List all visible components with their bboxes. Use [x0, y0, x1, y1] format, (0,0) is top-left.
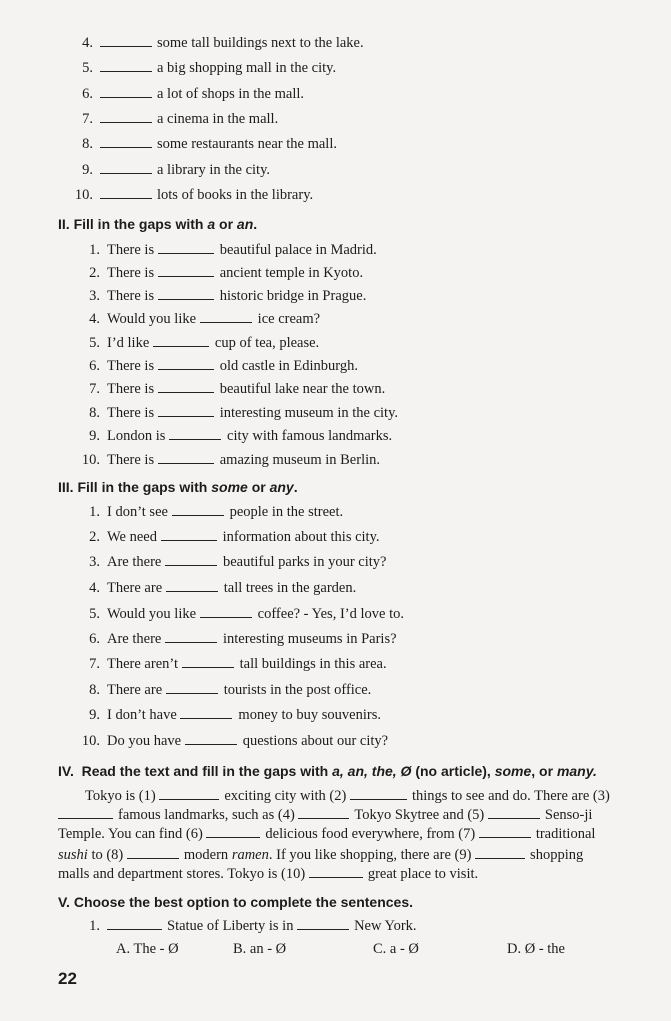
option-d[interactable]: D. Ø - the: [507, 941, 565, 957]
list-item: 10. Do you have questions about our city?: [81, 733, 389, 749]
option-b[interactable]: B. an - Ø: [233, 941, 287, 957]
question-1: 1. Statue of Liberty is in New York.: [89, 918, 417, 934]
section-5-heading: V. Choose the best option to complete the sentences.: [58, 894, 414, 910]
blank[interactable]: [158, 451, 214, 464]
section-3-heading: III. Fill in the gaps with some or any.: [58, 479, 298, 495]
page-number: 22: [58, 969, 77, 988]
list-item: 7. There is beautiful lake near the town.: [89, 381, 386, 397]
blank-7[interactable]: [479, 825, 531, 838]
list-item: 10. lots of books in the library.: [74, 187, 314, 203]
blank[interactable]: [169, 427, 221, 440]
passage-line: malls and department stores. Tokyo is (10) great place to visit.: [58, 866, 479, 882]
list-item: 6. a lot of shops in the mall.: [82, 86, 304, 102]
blank[interactable]: [158, 404, 214, 417]
blank[interactable]: [185, 732, 237, 745]
list-item: 7. There aren’t tall buildings in this area.: [89, 656, 387, 672]
blank[interactable]: [100, 59, 152, 72]
list-item: 1. I don’t see people in the street.: [89, 504, 344, 520]
blank[interactable]: [200, 605, 252, 618]
list-item: 8. There are tourists in the post office.: [89, 682, 372, 698]
blank[interactable]: [161, 528, 217, 541]
list-item: 4. There are tall trees in the garden.: [89, 580, 357, 596]
blank-4[interactable]: [298, 806, 349, 819]
list-item: 2. There is ancient temple in Kyoto.: [89, 265, 364, 281]
blank[interactable]: [172, 503, 224, 516]
list-item: 9. I don’t have money to buy souvenirs.: [89, 707, 381, 723]
list-item: 1. There is beautiful palace in Madrid.: [89, 242, 377, 258]
blank[interactable]: [158, 241, 214, 254]
passage-line: famous landmarks, such as (4) Tokyo Skytree and (5) Senso-ji: [58, 805, 671, 825]
blank[interactable]: [158, 264, 214, 277]
passage-line: Temple. You can find (6) delicious food everywhere, from (7) traditional: [58, 826, 596, 842]
blank-5[interactable]: [488, 806, 540, 819]
blank[interactable]: [158, 287, 214, 300]
blank[interactable]: [297, 917, 349, 930]
list-item: 6. There is old castle in Edinburgh.: [89, 358, 359, 374]
list-item: 9. a library in the city.: [82, 162, 271, 178]
blank[interactable]: [100, 186, 152, 199]
list-item: 9. London is city with famous landmarks.: [89, 428, 393, 444]
option-c[interactable]: C. a - Ø: [373, 941, 419, 957]
list-item: 6. Are there interesting museums in Paris?: [89, 631, 397, 647]
blank[interactable]: [158, 357, 214, 370]
blank[interactable]: [158, 380, 214, 393]
blank-1[interactable]: [159, 787, 219, 800]
blank-3[interactable]: [58, 806, 113, 819]
blank[interactable]: [200, 310, 252, 323]
list-item: 5. Would you like coffee? - Yes, I’d love to.: [89, 606, 404, 622]
list-item: 10. There is amazing museum in Berlin.: [81, 452, 381, 468]
blank[interactable]: [107, 917, 162, 930]
blank[interactable]: [100, 85, 152, 98]
blank-9[interactable]: [475, 846, 525, 859]
list-item: 8. some restaurants near the mall.: [82, 136, 337, 152]
list-item: 5. a big shopping mall in the city.: [82, 60, 337, 76]
blank[interactable]: [100, 110, 152, 123]
blank[interactable]: [100, 161, 152, 174]
option-a[interactable]: A. The - Ø: [116, 941, 179, 957]
blank[interactable]: [166, 681, 218, 694]
blank[interactable]: [165, 630, 217, 643]
blank[interactable]: [153, 334, 209, 347]
section-4-heading: IV. Read the text and fill in the gaps with a, an, the, Ø (no article), some, or many.: [58, 763, 597, 779]
list-item: 5. I’d like cup of tea, please.: [89, 335, 320, 351]
list-item: 4. some tall buildings next to the lake.: [82, 35, 364, 51]
blank[interactable]: [182, 655, 234, 668]
blank[interactable]: [100, 135, 152, 148]
list-item: 3. There is historic bridge in Prague.: [89, 288, 367, 304]
blank[interactable]: [166, 579, 218, 592]
blank-6[interactable]: [206, 825, 260, 838]
blank[interactable]: [100, 34, 152, 47]
section-2-heading: II. Fill in the gaps with a or an.: [58, 216, 258, 232]
passage-line: sushi to (8) modern ramen. If you like shopping, there are (9) shopping: [58, 847, 584, 863]
list-item: 7. a cinema in the mall.: [82, 111, 279, 127]
blank-8[interactable]: [127, 846, 179, 859]
list-item: 8. There is interesting museum in the city.: [89, 405, 398, 421]
passage-line: Tokyo is (1) exciting city with (2) things to see and do. There are (3): [85, 788, 610, 804]
blank[interactable]: [180, 706, 232, 719]
blank[interactable]: [165, 553, 217, 566]
blank-2[interactable]: [350, 787, 407, 800]
blank-10[interactable]: [309, 865, 363, 878]
list-item: 4. Would you like ice cream?: [89, 311, 321, 327]
list-item: 3. Are there beautiful parks in your city?: [89, 554, 387, 570]
list-item: 2. We need information about this city.: [89, 529, 380, 545]
